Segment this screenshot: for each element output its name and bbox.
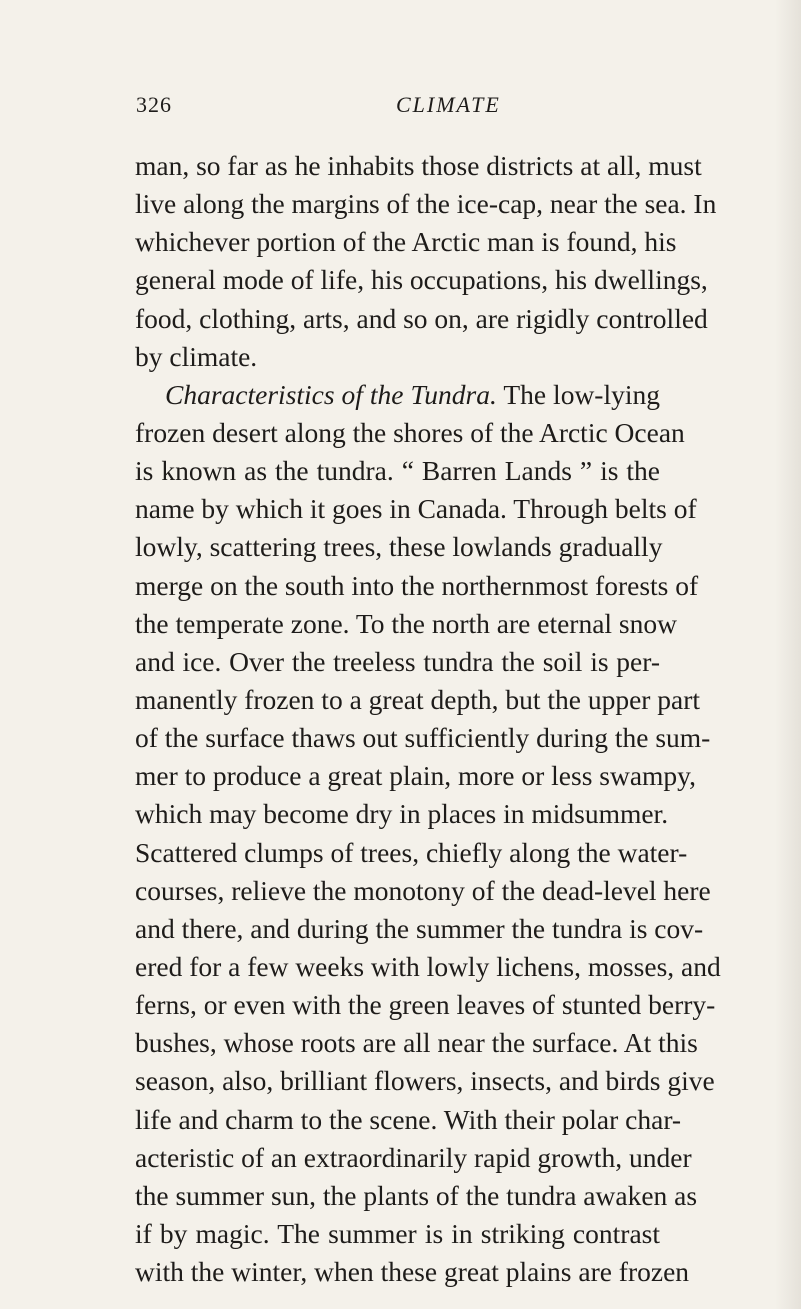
text-line: whichever portion of the Arctic man is found, his [135, 226, 677, 258]
text-line: the temperate zone. To the north are eternal snow [135, 607, 677, 639]
text-line: Scattered clumps of trees, chiefly along the water- [135, 836, 688, 868]
page-edge-shadow [775, 0, 801, 1309]
text-line: is known as the tundra. “ Barren Lands ” is the [135, 455, 660, 487]
body-text [135, 147, 721, 1291]
text-line: lowly, scattering trees, these lowlands gradually [135, 531, 663, 563]
text-line: acteristic of an extraordinarily rapid growth, under [135, 1141, 692, 1173]
text-line: the summer sun, the plants of the tundra awaken as [135, 1179, 698, 1211]
text-line: season, also, brilliant flowers, insects, and birds give [135, 1065, 715, 1097]
text-line: man, so far as he inhabits those districts at all, must [135, 150, 702, 181]
text-line: of the surface thaws out sufficiently during the sum- [135, 722, 711, 754]
text-line-section-start [135, 376, 660, 414]
page-header [136, 92, 658, 132]
text-line: general mode of life, his occupations, his dwellings, [135, 264, 708, 296]
text-line-tail: The low-lying [503, 378, 660, 410]
text-line: frozen desert along the shores of the Arctic Ocean [135, 416, 685, 448]
text-line: live along the margins of the ice-cap, near the sea. In [135, 188, 717, 220]
page-number: 326 [136, 92, 172, 117]
text-line: manently frozen to a great depth, but the upper part [135, 683, 701, 715]
text-line: and ice. Over the treeless tundra the soil is per- [135, 645, 660, 677]
section-heading: Characteristics of the Tundra. [165, 378, 497, 410]
text-line: life and charm to the scene. With their polar char- [135, 1103, 682, 1135]
text-line: which may become dry in places in midsummer. [135, 798, 669, 830]
text-line: bushes, whose roots are all near the surface. At this [135, 1027, 698, 1059]
text-line: merge on the south into the northernmost forests of [135, 569, 699, 601]
text-line: with the winter, when these great plains are frozen [135, 1256, 690, 1288]
text-line: food, clothing, arts, and so on, are rigidly controlled [135, 302, 708, 334]
text-line: mer to produce a great plain, more or less swampy, [135, 760, 697, 792]
running-head: CLIMATE [396, 92, 501, 117]
text-line: courses, relieve the monotony of the dead-level here [135, 874, 711, 906]
text-line: ered for a few weeks with lowly lichens, mosses, and [135, 950, 721, 982]
text-line: ferns, or even with the green leaves of stunted berry- [135, 989, 716, 1021]
text-line: name by which it goes in Canada. Through belts of [135, 493, 697, 525]
text-line: if by magic. The summer is in striking contrast [135, 1217, 660, 1249]
text-line: by climate. [135, 340, 258, 372]
text-line: and there, and during the summer the tundra is cov- [135, 912, 704, 944]
